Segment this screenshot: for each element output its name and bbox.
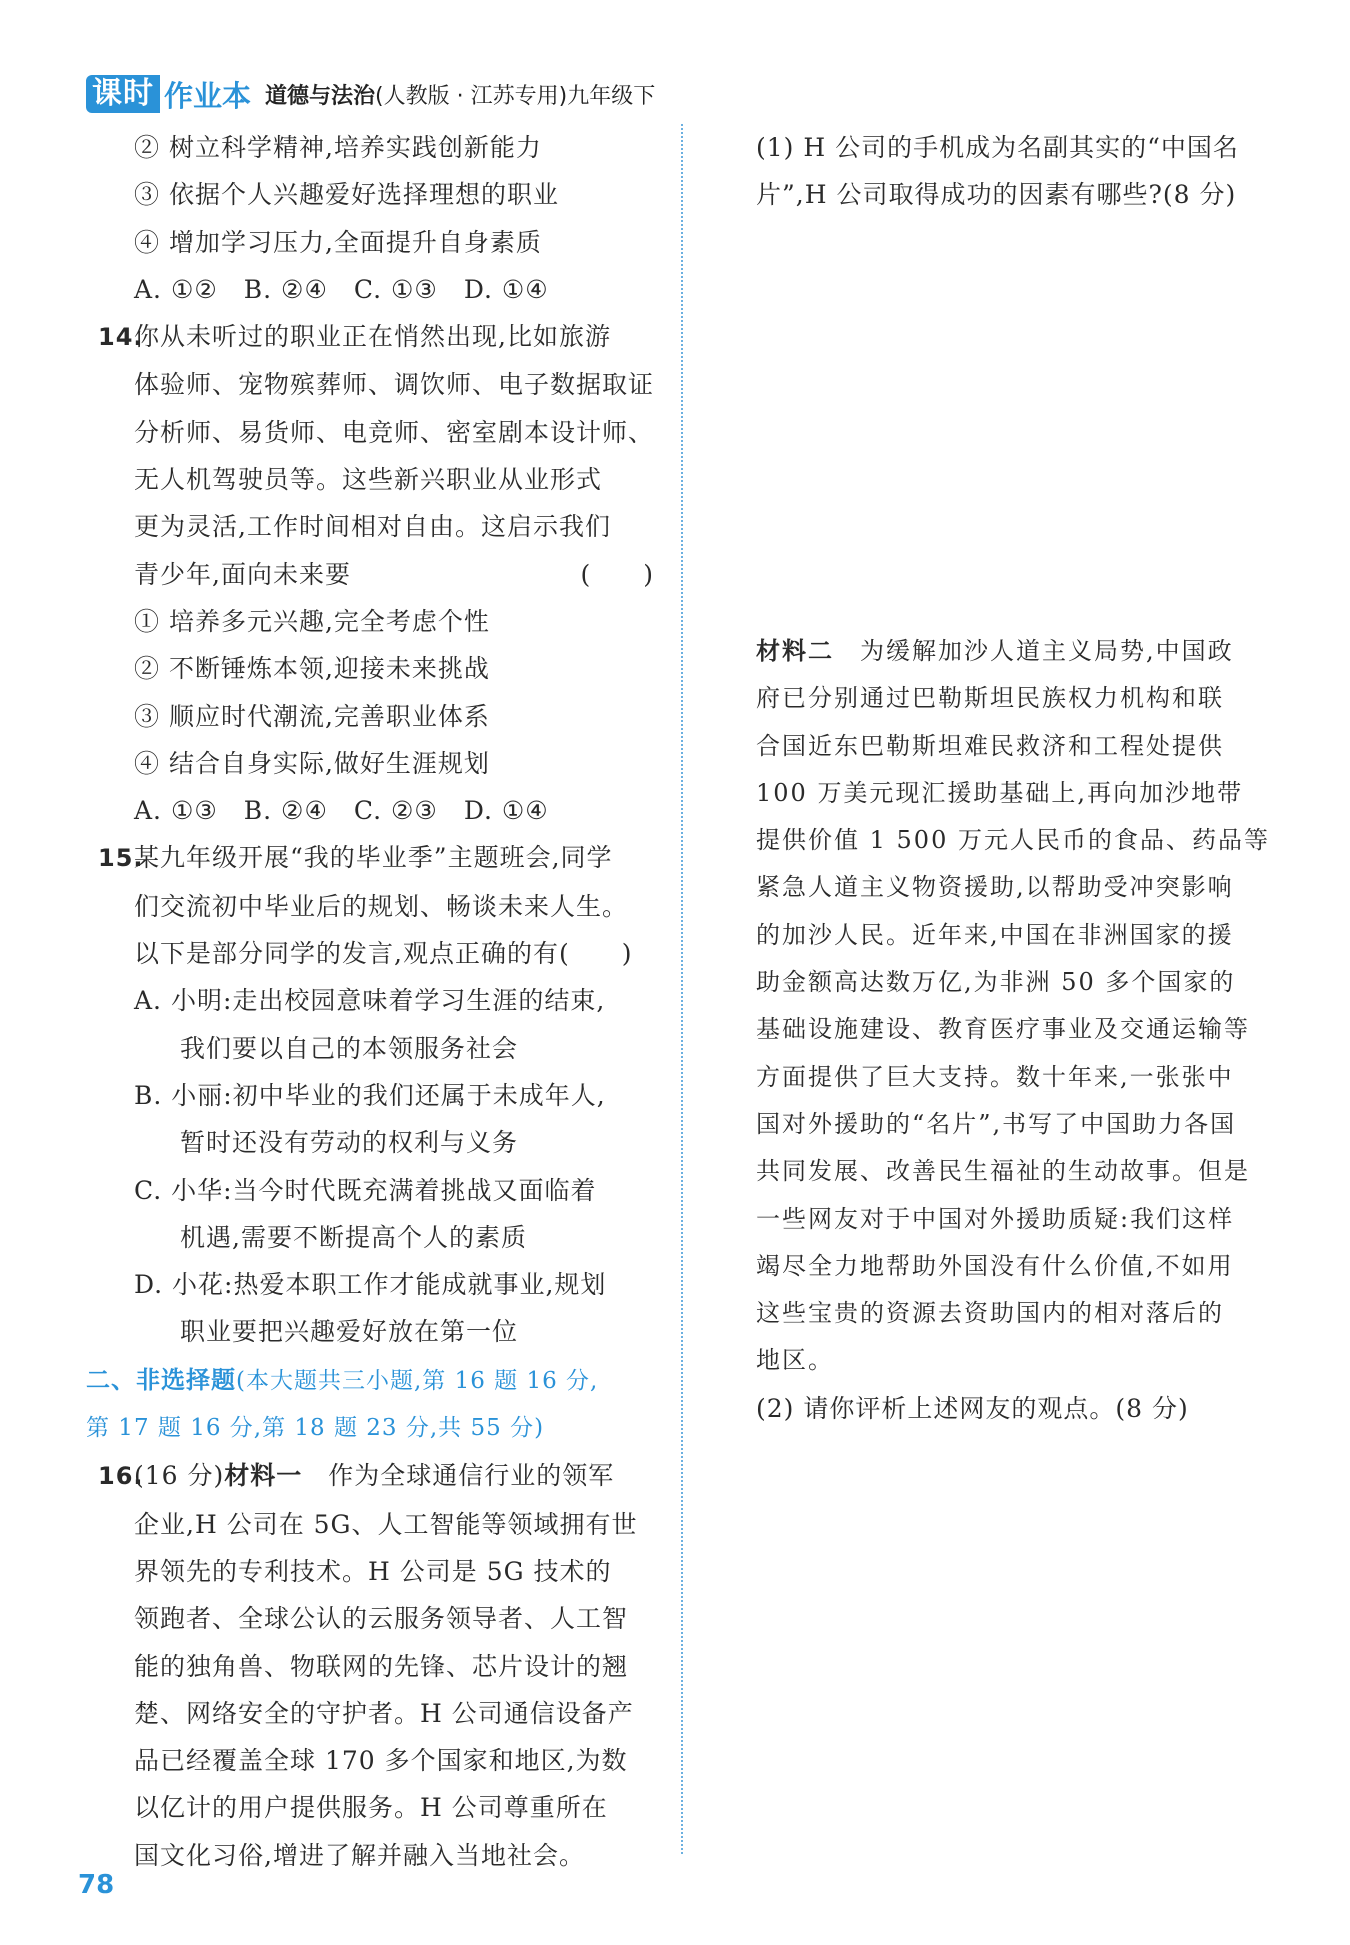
edition: (人教版 · 江苏专用)	[375, 83, 568, 109]
q13-item-3: ③ 依据个人兴趣爱好选择理想的职业	[134, 180, 559, 210]
material-2-line: 竭尽全力地帮助外国没有什么价值,不如用	[756, 1251, 1234, 1280]
workbook-logo	[86, 74, 251, 115]
q15-line-1	[98, 834, 658, 882]
q14-line-3: 分析师、易货师、电竞师、密室剧本设计师、	[134, 417, 655, 447]
material-2-line: 地区。	[756, 1346, 834, 1375]
section2-title: 二、非选择题	[86, 1365, 236, 1394]
q13-option-c[interactable]: C. ①③	[353, 274, 438, 304]
material-2-line: 国对外援助的“名片”,书写了中国助力各国	[756, 1109, 1237, 1138]
q16-line-1	[98, 1452, 658, 1500]
logo-ke: 课时	[86, 75, 160, 113]
q14-option-c[interactable]: C. ②③	[353, 796, 438, 826]
logo-rest: 作业本	[164, 78, 252, 113]
q15-choice-a[interactable]: A. 小明:走出校园意味着学习生涯的结束,	[134, 986, 606, 1016]
q14-item-1: ① 培养多元兴趣,完全考虑个性	[134, 606, 490, 636]
material-2-line: 合国近东巴勒斯坦难民救济和工程处提供	[756, 731, 1224, 760]
material-2-line: 方面提供了巨大支持。数十年来,一张张中	[756, 1062, 1234, 1091]
column-divider	[681, 124, 683, 1854]
q15-text: 某九年级开展“我的毕业季”主题班会,同学	[134, 843, 613, 873]
q16-sub1-line-2: 片”,H 公司取得成功的因素有哪些?(8 分)	[756, 180, 1237, 210]
q16-sub1-line-1: (1) H 公司的手机成为名副其实的“中国名	[756, 133, 1239, 162]
q13-option-b[interactable]: B. ②④	[243, 274, 328, 304]
material-2-line: 府已分别通过巴勒斯坦民族权力机构和联	[756, 684, 1224, 713]
material-2	[756, 628, 1276, 1432]
material-1-line: 楚、网络安全的守护者。H 公司通信设备产	[134, 1698, 634, 1728]
material-2-line: 提供价值 1 500 万元人民币的食品、药品等	[756, 826, 1270, 855]
q16-score: (16 分)	[134, 1461, 225, 1491]
material-1-first: 作为全球通信行业的领军	[302, 1461, 615, 1491]
material-1-label: 材料一	[224, 1461, 303, 1491]
q15-choice-d[interactable]: D. 小花:热爱本职工作才能成就事业,规划	[134, 1270, 607, 1300]
q14-option-b[interactable]: B. ②④	[243, 796, 328, 826]
q14-text-end: 青少年,面向未来要	[134, 559, 351, 589]
material-1-line: 品已经覆盖全球 170 多个国家和地区,为数	[134, 1746, 628, 1776]
material-1-line: 国文化习俗,增进了解并融入当地社会。	[134, 1840, 585, 1870]
grade: 九年级下	[567, 83, 656, 109]
q15-choice-c[interactable]: C. 小华:当今时代既充满着挑战又面临着	[134, 1175, 597, 1205]
q15-choice-b-cont: 暂时还没有劳动的权利与义务	[180, 1128, 519, 1158]
material-2-line: 这些宝贵的资源去资助国内的相对落后的	[756, 1299, 1224, 1328]
section2-heading	[86, 1356, 658, 1405]
material-1-line: 领跑者、全球公认的云服务领导者、人工智	[134, 1604, 629, 1634]
q14-item-4: ④ 结合自身实际,做好生涯规划	[134, 748, 490, 778]
material-2-label: 材料二	[756, 637, 834, 665]
material-2-line: 助金额高达数万亿,为非洲 50 多个国家的	[756, 968, 1236, 997]
page-number: 78	[78, 1870, 115, 1900]
material-2-line-1	[756, 628, 1276, 675]
q16-number: 16.	[98, 1462, 144, 1491]
section2-note-2: 第 17 题 16 分,第 18 题 23 分,共 55 分)	[86, 1415, 545, 1442]
q14-option-a[interactable]: A. ①③	[134, 796, 218, 826]
q13-item-2: ② 树立科学精神,培养实践创新能力	[134, 133, 542, 162]
material-2-line: 共同发展、改善民生福祉的生动故事。但是	[756, 1157, 1250, 1186]
q14-line-4: 无人机驾驶员等。这些新兴职业从业形式	[134, 465, 603, 495]
material-1-line: 界领先的专利技术。H 公司是 5G 技术的	[134, 1556, 612, 1586]
material-2-line: 的加沙人民。近年来,中国在非洲国家的援	[756, 920, 1234, 949]
q14-line-2: 体验师、宠物殡葬师、调饮师、电子数据取证	[134, 370, 655, 400]
q15-line-3: 以下是部分同学的发言,观点正确的有( )	[134, 939, 633, 969]
q15-number: 15.	[98, 844, 144, 873]
right-column	[756, 124, 1276, 219]
q15-choice-b[interactable]: B. 小丽:初中毕业的我们还属于未成年人,	[134, 1080, 606, 1110]
q14-answer-blank[interactable]: ( )	[580, 559, 654, 589]
material-2-line: 基础设施建设、教育医疗事业及交通运输等	[756, 1015, 1250, 1044]
q15-choice-a-cont: 我们要以自己的本领服务社会	[180, 1033, 519, 1063]
q14-item-2: ② 不断锤炼本领,迎接未来挑战	[134, 654, 490, 684]
q13-option-a[interactable]: A. ①②	[134, 274, 218, 304]
material-1-line: 能的独角兽、物联网的先锋、芯片设计的翘	[134, 1651, 629, 1681]
material-1-line: 企业,H 公司在 5G、人工智能等领域拥有世	[134, 1509, 638, 1539]
material-2-line: 紧急人道主义物资援助,以帮助受冲突影响	[756, 873, 1234, 902]
q14-line-5: 更为灵活,工作时间相对自由。这启示我们	[134, 512, 611, 542]
q14-line-1	[98, 313, 658, 361]
q13-options	[98, 266, 658, 313]
material-2-line: 100 万美元现汇援助基础上,再向加沙地带	[756, 778, 1244, 807]
q14-options	[98, 787, 658, 834]
q14-item-3: ③ 顺应时代潮流,完善职业体系	[134, 701, 490, 731]
q14-option-d[interactable]: D. ①④	[463, 796, 549, 826]
q15-choice-d-cont: 职业要把兴趣爱好放在第一位	[180, 1317, 519, 1347]
q14-line-6	[98, 551, 658, 598]
q15-choice-c-cont: 机遇,需要不断提高个人的素质	[180, 1222, 527, 1252]
section2-note-1: (本大题共三小题,第 16 题 16 分,	[236, 1367, 599, 1394]
q16-sub2: (2) 请你评析上述网友的观点。(8 分)	[756, 1393, 1189, 1423]
material-2-line: 一些网友对于中国对外援助质疑:我们这样	[756, 1204, 1235, 1233]
q15-line-2: 们交流初中毕业后的规划、畅谈未来人生。	[134, 891, 629, 921]
header-subject	[265, 79, 655, 110]
left-column	[86, 124, 658, 1879]
q13-item-4: ④ 增加学习压力,全面提升自身素质	[134, 227, 542, 257]
q13-option-d[interactable]: D. ①④	[463, 274, 549, 304]
material-1-line: 以亿计的用户提供服务。H 公司尊重所在	[134, 1793, 608, 1823]
material-2-first: 为缓解加沙人道主义局势,中国政	[834, 637, 1234, 665]
page-header	[86, 72, 655, 116]
subject-name: 道德与法治	[265, 83, 376, 109]
q14-number: 14.	[98, 323, 144, 352]
q14-text: 你从未听过的职业正在悄然出现,比如旅游	[134, 322, 611, 352]
